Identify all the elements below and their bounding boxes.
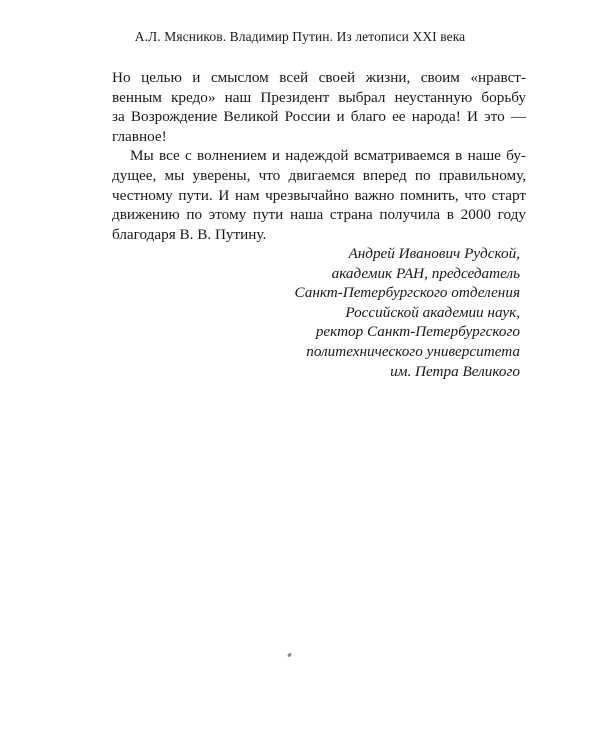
text-line: честному пути. И нам чрезвычайно важно помнить, что старт <box>112 186 526 204</box>
signature-line: Санкт-Петербургского отделения <box>294 284 520 302</box>
text-line: движению по этому пути наша страна получила в 2000 году <box>112 206 526 224</box>
running-head: А.Л. Мясников. Владимир Путин. Из летописи XXI века <box>134 29 466 44</box>
signature-line: им. Петра Великого <box>390 362 520 380</box>
text-line: за Возрождение Великой России и благо ее народа! И это — <box>112 108 526 126</box>
paragraph-2 <box>112 146 526 244</box>
text-line: венным кредо» наш Президент выбрал неустанную борьбу <box>112 88 526 106</box>
main-text <box>112 68 526 244</box>
paragraph-1 <box>112 68 526 146</box>
scan-speck <box>287 653 292 658</box>
text-line: главное! <box>112 127 167 145</box>
signature-name: Андрей Иванович Рудской, <box>348 245 520 262</box>
signature-block <box>295 244 521 381</box>
signature-line: Российской академии наук, <box>345 303 520 321</box>
signature-line: ректор Санкт-Петербургского <box>315 323 520 341</box>
text-line: благодаря В. В. Путину. <box>112 225 267 243</box>
signature-line: политехнического университета <box>306 342 520 360</box>
text-line: дущее, мы уверены, что двигаемся вперед по правильному, <box>112 166 526 184</box>
text-line: Но целью и смыслом всей своей жизни, своим «нравст- <box>112 69 526 86</box>
signature-line: академик РАН, председатель <box>331 264 520 282</box>
text-line: Мы все с волнением и надеждой всматриваемся в наше бу- <box>130 147 526 165</box>
